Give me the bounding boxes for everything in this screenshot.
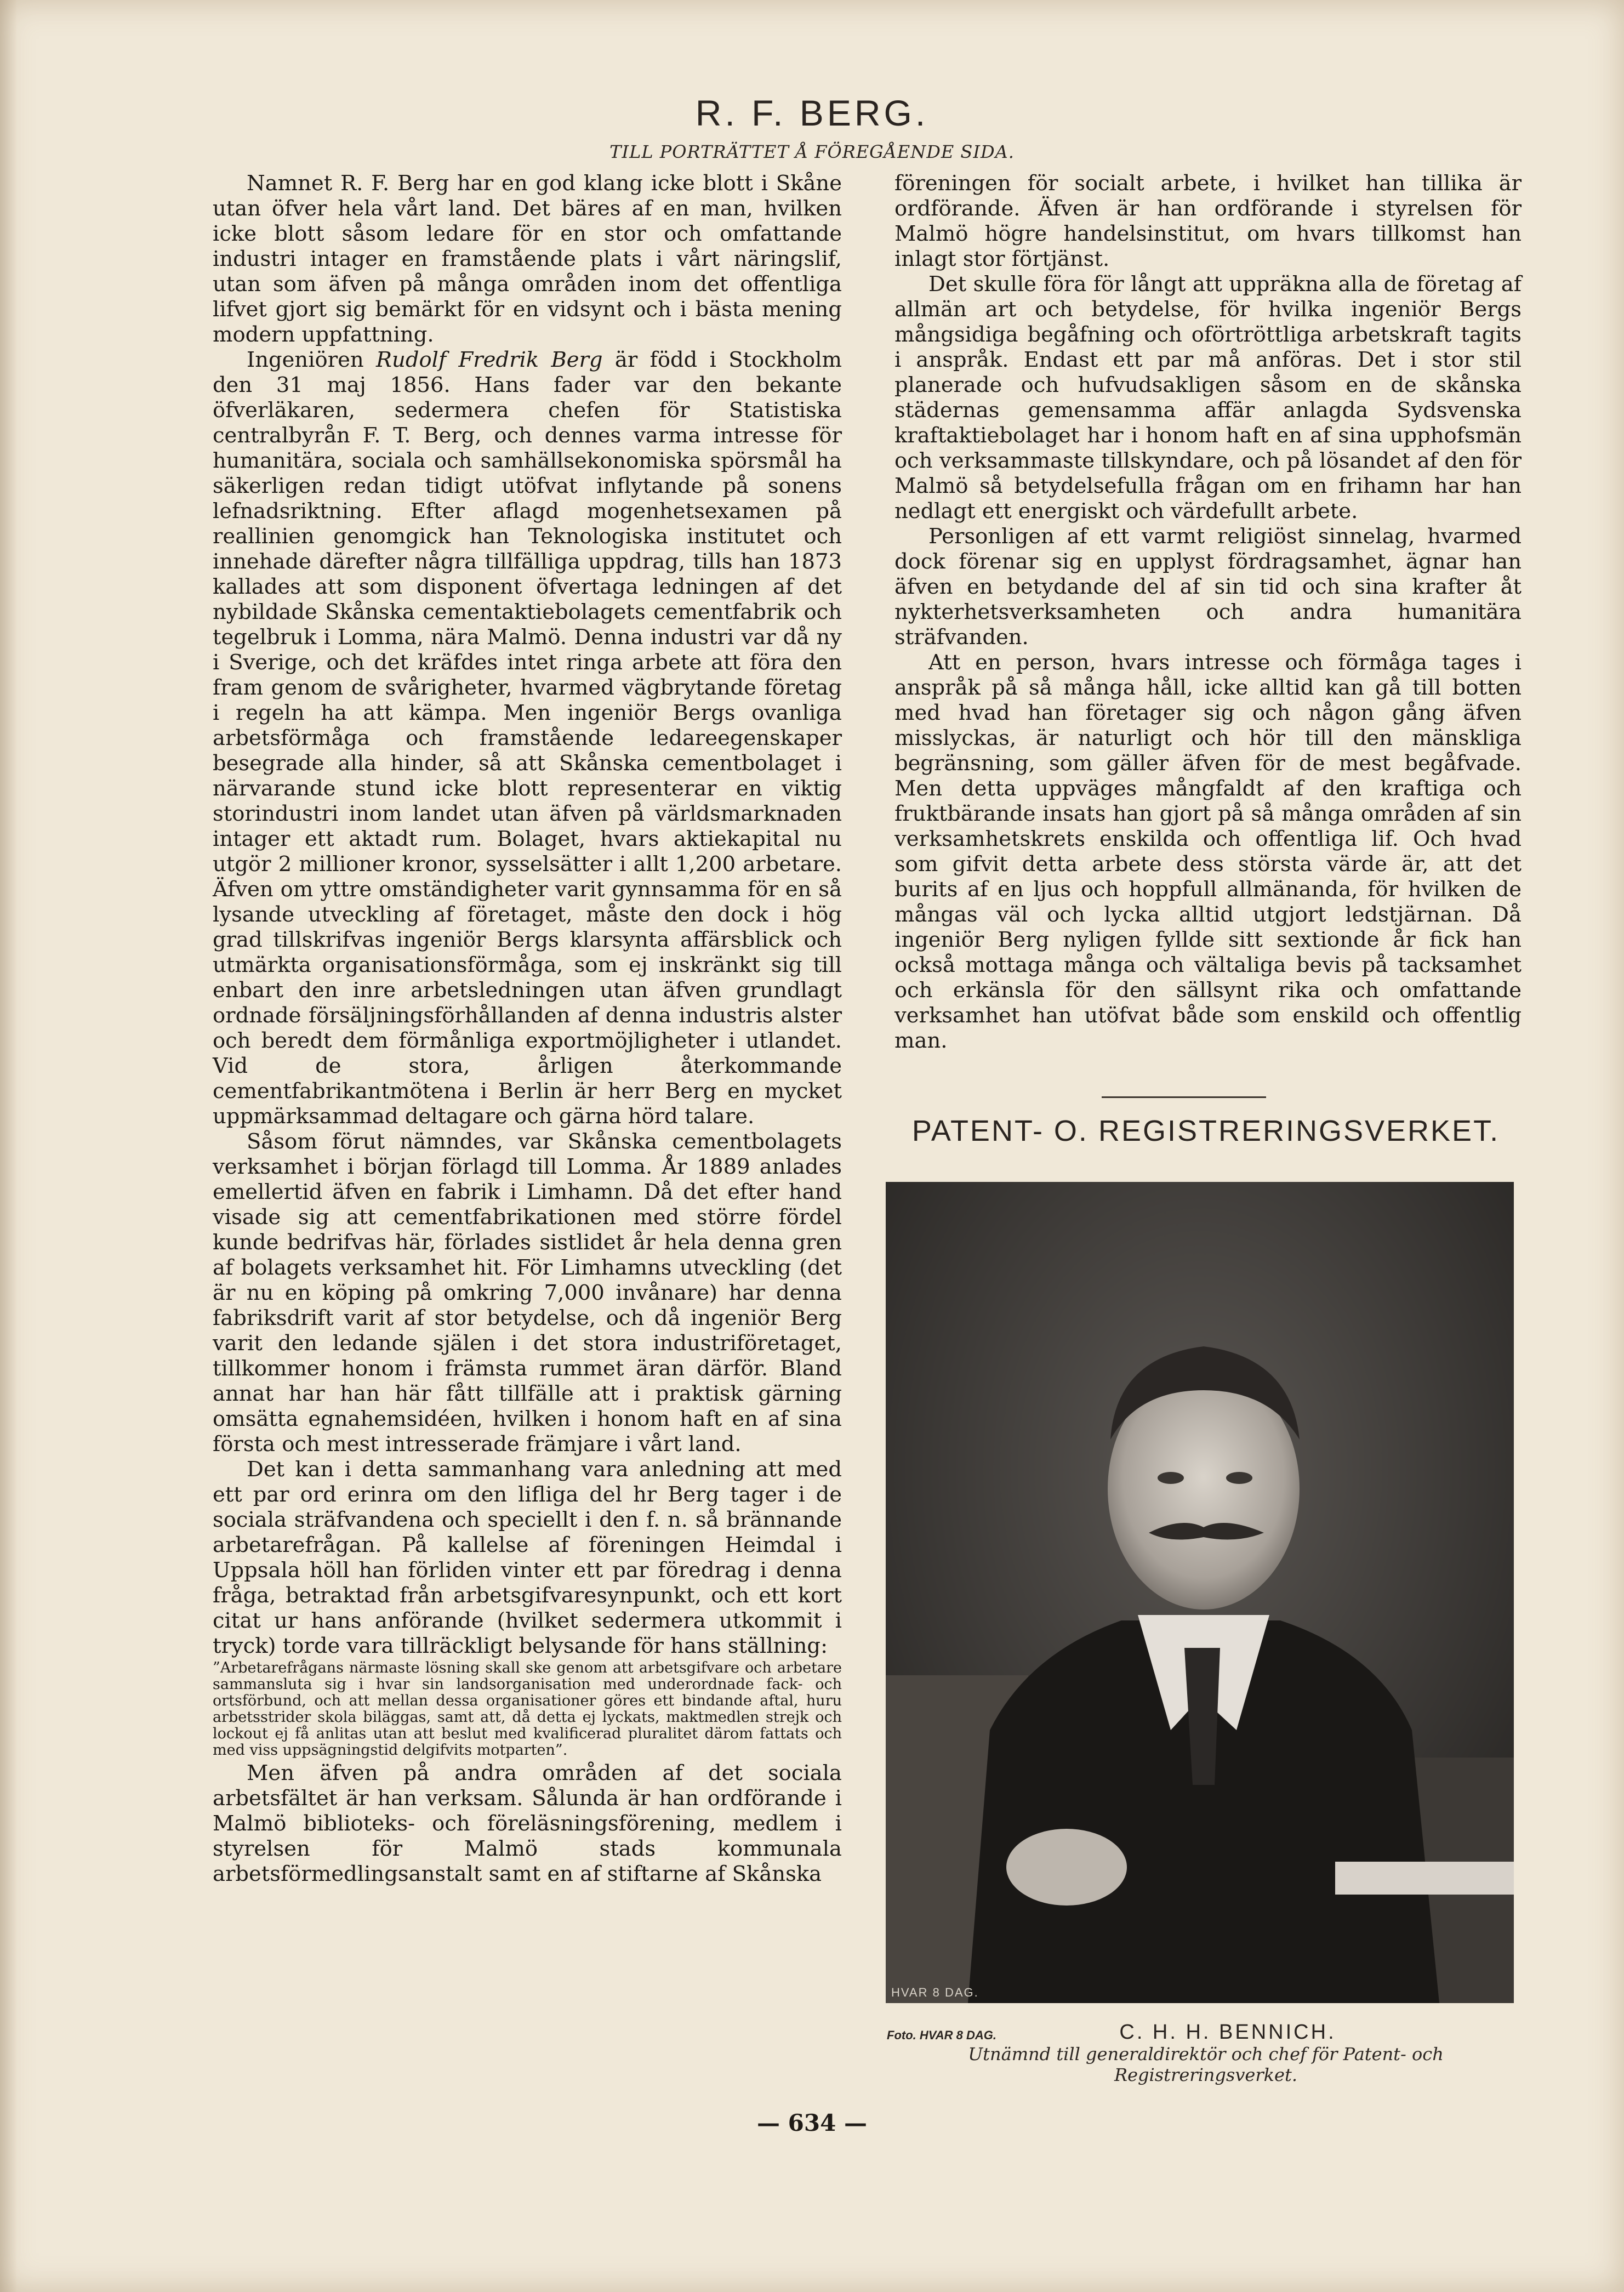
paragraph: föreningen för socialt arbete, i hvilket han tillika är ordförande. Äfven är han ordförande i styrelsen för Malmö högre handelsinstitut, om hvars tillkomst han inlagt stor förtjänst. bbox=[894, 171, 1522, 271]
portrait-image bbox=[886, 1182, 1514, 2003]
paragraph: Att en person, hvars intresse och förmåga tages i anspråk på så många håll, icke alltid kan gå till botten med hvad han företager sig och någon gång äfven misslyckas, är naturligt och hör till den mänskliga begränsning, som gäller äfven för de mest begåfvade. Men detta uppväges mångfaldt af den kraftiga och fruktbärande insats han gjort på så många områden af sin verksamhetskrets enskilda och offentliga lif. Och hvad som gifvit detta arbete dess största värde är, att det burits af en ljus och hoppfull allmänanda, för hvilken de mångas väl och lycka alltid utgjort ledstjärnan. Då ingeniör Berg nyligen fyllde sitt sextionde år fick han också mottaga många och vältaliga bevis på tacksamhet och erkänsla för den sällsynt rika och omfattande verksamhet han utöfvat både som enskild och offentlig man. bbox=[894, 650, 1522, 1053]
article-subtitle: TILL PORTRÄTTET Å FÖREGÅENDE SIDA. bbox=[609, 141, 1015, 162]
paragraph: Personligen af ett varmt religiöst sinnelag, hvarmed dock förenar sig en upplyst fördragsamhet, ägnar han äfven en betydande del af sin tid och sina krafter åt nykterhetsverksamheten och andra humanitära sträfvanden. bbox=[894, 524, 1522, 650]
paragraph-text: Ingeniören bbox=[247, 348, 377, 372]
portrait-photo bbox=[886, 1182, 1514, 2003]
photo-credit-stamp: HVAR 8 DAG. bbox=[891, 1986, 979, 1999]
caption-name: C. H. H. BENNICH. bbox=[1119, 2021, 1336, 2044]
paragraph: Namnet R. F. Berg har en god klang icke blott i Skåne utan öfver hela vårt land. Det bäres af en man, hvilken icke blott såsom ledare för en stor och omfattande industri intager en framstående plats i vårt näringslif, utan som äfven på många områden inom det offentliga lifvet gjort sig bemärkt för en vidsynt och i bästa mening modern uppfattning. bbox=[213, 171, 842, 347]
paragraph: Det skulle föra för långt att uppräkna alla de företag af allmän art och betydelse, för hvilka ingeniör Bergs mångsidiga begåfning och oförtröttliga arbetskraft tagits i anspråk. Endast ett par må anföras. Det i stor stil planerade och hufvudsakligen såsom en de skånska städernas gemensamma affär anlagda Sydsvenska kraftaktiebolaget har i honom haft en af sina upphofsmän och verksammaste tillskyndare, och på lösandet af den för Malmö så betydelsefulla frågan om en frihamn har han nedlagt ett energiskt och värdefullt arbete. bbox=[894, 272, 1522, 524]
caption-line: Registreringsverket. bbox=[1114, 2064, 1297, 2085]
section-title: PATENT- O. REGISTRERINGSVERKET. bbox=[911, 1114, 1500, 1147]
right-column bbox=[894, 171, 1522, 1054]
section-divider bbox=[1102, 1096, 1266, 1098]
page-binding-edge bbox=[0, 0, 16, 2292]
paragraph-text: är född i Stockholm den 31 maj 1856. Hans fader var den bekante öfverläkaren, sedermera chefen för Statistiska centralbyrån F. T. Berg, och dennes varma intresse för humanitära, sociala och samhällsekonomiska spörsmål ha säkerligen redan tidigt utöfvat inflytande på sonens lefnadsriktning. Efter aflagd mogenhetsexamen på reallinien genomgick han Teknologiska institutet och innehade därefter några tillfälliga uppdrag, tills han 1873 kallades att som disponent öfvertaga ledningen af det nybildade Skånska cementaktiebolagets cementfabrik och tegelbruk i Lomma, nära Malmö. Denna industri var då ny i Sverige, och det kräfdes intet ringa arbete att föra den fram genom de svårigheter, hvarmed vägbrytande företag i regeln ha att kämpa. Men ingeniör Bergs ovanliga arbetsförmåga och framstående ledareegenskaper besegrade alla hinder, så att Skånska cementbolaget i närvarande stund icke blott representerar en viktig storindustri inom landet utan äfven på världsmarknaden intager ett aktadt rum. Bolaget, hvars aktiekapital nu utgör 2 millioner kronor, sysselsätter i allt 1,200 arbetare. Äfven om yttre omständigheter varit gynnsamma för en så lysande utveckling af företaget, måste den dock i hög grad tillskrifvas ingeniör Bergs klarsynta affärsblick och utmärkta organisationsförmåga, som ej inskränkt sig till enbart den inre arbetsledningen utan äfven grundlagt ordnade försäljningsförhållanden af denna industris alster och beredt dem förmånliga exportmöjligheter i utlandet. Vid de stora, årligen återkommande cementfabrikantmötena i Berlin är herr Berg en mycket uppmärksammad deltagare och gärna hörd talare. bbox=[213, 348, 842, 1129]
article-title: R. F. BERG. bbox=[695, 93, 929, 133]
paragraph: Det kan i detta sammanhang vara anledning att med ett par ord erinra om den lifliga del hr Berg tager i de sociala sträfvandena och speciellt i den f. n. så brännande arbetarefrågan. På kallelse af föreningen Heimdal i Uppsala höll han förliden vinter ett par föredrag i denna fråga, betraktad från arbetsgifvaresynpunkt, och ett kort citat ur hans anförande (hvilket sedermera utkommit i tryck) torde vara tillräckligt belysande för hans ställning: bbox=[213, 1457, 842, 1658]
page-number: — 634 — bbox=[757, 2109, 867, 2136]
caption-line: Utnämnd till generaldirektör och chef för Patent- och bbox=[968, 2044, 1444, 2064]
paragraph: Men äfven på andra områden af det sociala arbetsfältet är han verksam. Sålunda är han ordförande i Malmö biblioteks- och föreläsningsförening, medlem i styrelsen för Malmö stads kommunala arbetsförmedlingsanstalt samt en af stiftarne af Skånska bbox=[213, 1761, 842, 1886]
paragraph bbox=[213, 348, 842, 1129]
caption-description bbox=[904, 2044, 1507, 2085]
paragraph: Såsom förut nämndes, var Skånska cementbolagets verksamhet i början förlagd till Lomma. År 1889 anlades emellertid äfven en fabrik i Limhamn. Då det efter hand visade sig att cementfabrikationen med större fördel kunde bedrifvas här, förlades sistlidet år hela denna gren af bolagets verksamhet hit. För Limhamns utveckling (det är nu en köping på omkring 7,000 invånare) har denna fabriksdrift varit af stor betydelse, och då ingeniör Berg varit den ledande själen i det stora industriföretaget, tillkommer honom i främsta rummet äran därför. Bland annat har han här fått tillfälle att i praktisk gärning omsätta egnahemsidéen, hvilken i honom haft en af sina första och mest intresserade främjare i vårt land. bbox=[213, 1129, 842, 1457]
quotation: ”Arbetarefrågans närmaste lösning skall ske genom att arbetsgifvare och arbetare sammansluta sig i hvar sin landsorganisation med underordnade fack- och ortsförbund, och att mellan dessa organisationer göres ett bindande aftal, huru arbetsstrider skola biläggas, samt att, då detta ej lyckats, maktmedlen strejk och lockout ej få anlitas utan att beslut med kvalificerad pluralitet därom fattats och med viss uppsägningstid delgifvits motparten”. bbox=[213, 1659, 842, 1759]
left-column bbox=[213, 171, 842, 1887]
person-name: Rudolf Fredrik Berg bbox=[376, 348, 603, 372]
photo-credit: Foto. HVAR 8 DAG. bbox=[887, 2028, 997, 2042]
